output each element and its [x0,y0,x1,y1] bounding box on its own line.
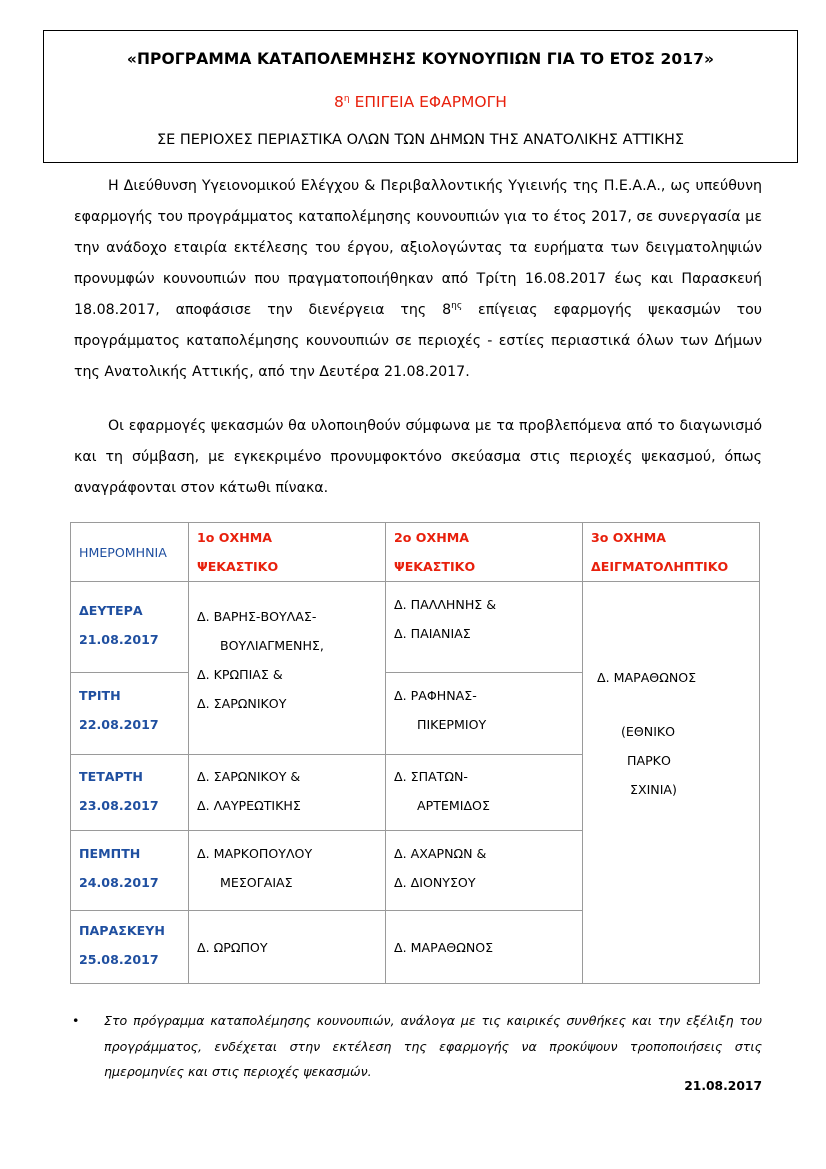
v1-merged-line4: Δ. ΣΑΡΩΝΙΚΟΥ [197,696,287,711]
intro-text-a: Η Διεύθυνση Υγειονομικού Ελέγχου & Περιβαλλοντικής Υγιεινής της Π.Ε.Α.Α., ως υπεύθυνη εφαρμογής του προγράμματος καταπολέμησης κουνουπιών για το έτος 2017, σε συνεργασία με την ανάδοχο εταιρία εκτέλεσης του έργου, αξιολογώντας τα ευρήματα των δειγματοληψιών προνυμφών κουνουπιών που πραγματοποιήθηκαν από Τρίτη 16.08.2017 έως και Παρασκευή 18.08.2017, αποφάσισε την διενέργεια της 8 [74,178,762,318]
v2-line1: Δ. ΑΧΑΡΝΩΝ & [394,846,487,861]
vehicle-1-cell [189,911,386,984]
header-date: ΗΜΕΡΟΜΗΝΙΑ [79,544,167,560]
subtitle-number: 8 [334,93,344,111]
v3-merged-line3: ΠΑΡΚΟ [627,753,671,768]
subtitle-superscript: η [343,94,350,104]
header-vehicle-2 [386,523,583,582]
row-day: ΠΑΡΑΣΚΕΥΗ [79,923,165,938]
row-date: 21.08.2017 [79,632,159,647]
date-cell [71,755,189,831]
v2-line2: Δ. ΠΑΙΑΝΙΑΣ [394,626,471,641]
v1-line1: Δ. ΩΡΩΠΟΥ [197,939,268,955]
applications-paragraph [74,411,762,504]
vehicle-1-merged-cell [189,582,386,755]
row-day: ΠΕΜΠΤΗ [79,846,141,861]
date-cell [71,911,189,984]
row-date: 22.08.2017 [79,717,159,732]
note-bullet-item [74,1008,762,1085]
v3-merged-line4: ΣΧΙΝΙΑ) [630,782,677,797]
header-v1-line2: ΨΕΚΑΣΤΙΚΟ [197,559,279,574]
header-vehicle-3 [583,523,760,582]
row-day: ΤΡΙΤΗ [79,688,121,703]
intro-text-b: επίγειας εφαρμογής ψεκασμών του προγράμματος καταπολέμησης κουνουπιών σε περιοχές - εστίες περιαστικά όλων των Δήμων της Ανατολικής Αττικής, από την Δευτέρα 21.08.2017. [74,302,762,380]
vehicle-2-cell [386,911,583,984]
header-v2-line1: 2ο ΟΧΗΜΑ [394,530,470,545]
v3-merged-line2: (ΕΘΝΙΚΟ [621,724,676,739]
vehicle-2-cell [386,582,583,673]
vehicle-3-merged-cell [583,582,760,984]
row-date: 24.08.2017 [79,875,159,890]
v2-line1: Δ. ΠΑΛΛΗΝΗΣ & [394,597,497,612]
row-day: ΔΕΥΤΕΡΑ [79,603,143,618]
table-row [71,582,760,673]
document-region: ΣΕ ΠΕΡΙΟΧΕΣ ΠΕΡΙΑΣΤΙΚΑ ΟΛΩΝ ΤΩΝ ΔΗΜΩΝ ΤΗΣ ΑΝΑΤΟΛΙΚΗΣ ΑΤΤΙΚΗΣ [156,132,685,148]
v1-merged-line1: Δ. ΒΑΡΗΣ-ΒΟΥΛΑΣ- [197,609,317,624]
document-title: «ΠΡΟΓΡΑΜΜΑ ΚΑΤΑΠΟΛΕΜΗΣΗΣ ΚΟΥΝΟΥΠΙΩΝ ΓΙΑ ΤΟ ΕΤΟΣ 2017» [126,50,715,68]
v1-merged-line2: ΒΟΥΛΙΑΓΜΕΝΗΣ, [220,638,324,653]
v1-line2: Δ. ΛΑΥΡΕΩΤΙΚΗΣ [197,798,301,813]
footer-date: 21.08.2017 [684,1079,762,1093]
date-cell [71,582,189,673]
header-v3-line2: ΔΕΙΓΜΑΤΟΛΗΠΤΙΚΟ [591,559,729,574]
bullet-icon: • [72,1013,80,1028]
vehicle-2-cell [386,673,583,755]
v2-line1: Δ. ΣΠΑΤΩΝ- [394,769,468,784]
vehicle-2-cell [386,755,583,831]
row-date: 23.08.2017 [79,798,159,813]
header-date-cell [71,523,189,582]
vehicle-1-cell [189,755,386,831]
header-v2-line2: ΨΕΚΑΣΤΙΚΟ [394,559,476,574]
v2-line2: ΠΙΚΕΡΜΙΟΥ [417,717,487,732]
header-v3-line1: 3ο ΟΧΗΜΑ [591,530,667,545]
v3-merged-line1: Δ. ΜΑΡΑΘΩΝΟΣ [597,670,697,685]
subtitle-text: ΕΠΙΓΕΙΑ ΕΦΑΡΜΟΓΗ [349,93,507,111]
applications-text: Οι εφαρμογές ψεκασμών θα υλοποιηθούν σύμφωνα με τα προβλεπόμενα από το διαγωνισμό και τη σύμβαση, με εγκεκριμένο προνυμφοκτόνο σκεύασμα στις περιοχές ψεκασμού, όπως αναγράφονται στον κάτωθι πίνακα. [74,418,762,496]
row-day: ΤΕΤΑΡΤΗ [79,769,143,784]
intro-superscript: ης [451,301,463,311]
date-cell [71,831,189,911]
v2-line2: ΑΡΤΕΜΙΔΟΣ [417,798,490,813]
row-date: 25.08.2017 [79,952,159,967]
v2-line1: Δ. ΡΑΦΗΝΑΣ- [394,688,477,703]
v1-line2: ΜΕΣΟΓΑΙΑΣ [220,875,293,890]
document-subtitle [44,93,797,111]
v1-line1: Δ. ΜΑΡΚΟΠΟΥΛΟΥ [197,846,313,861]
table-header-row [71,523,760,582]
vehicle-2-cell [386,831,583,911]
intro-paragraph [74,171,762,388]
v1-line1: Δ. ΣΑΡΩΝΙΚΟΥ & [197,769,301,784]
vehicle-1-cell [189,831,386,911]
header-vehicle-1 [189,523,386,582]
date-cell [71,673,189,755]
header-v1-line1: 1ο ΟΧΗΜΑ [197,530,273,545]
schedule-table [70,522,760,984]
v2-line2: Δ. ΔΙΟΝΥΣΟΥ [394,875,476,890]
note-text: Στο πρόγραμμα καταπολέμησης κουνουπιών, ανάλογα με τις καιρικές συνθήκες και την εξέλιξη του προγράμματος, ενδέχεται στην εκτέλεση της εφαρμογής να προκύψουν τροποποιήσεις στις ημερομηνίες και στις περιοχές ψεκασμών. [104,1013,762,1079]
header-box [43,30,798,163]
v2-line1: Δ. ΜΑΡΑΘΩΝΟΣ [394,939,494,955]
v1-merged-line3: Δ. ΚΡΩΠΙΑΣ & [197,667,283,682]
